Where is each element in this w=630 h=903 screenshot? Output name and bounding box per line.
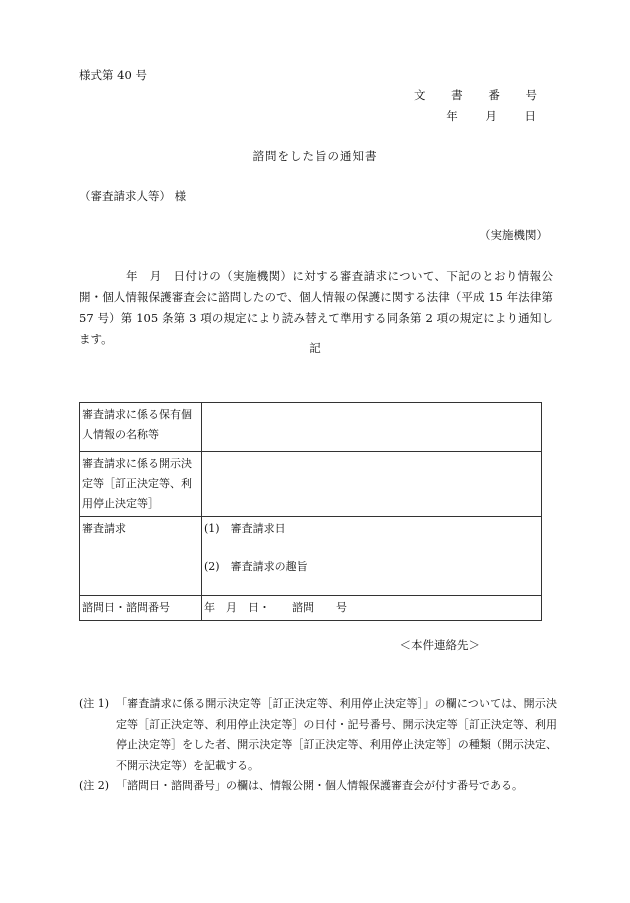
row-value-consultation: 年 月 日・ 諮問 号 <box>202 596 542 621</box>
form-number: 様式第 40 号 <box>79 68 147 82</box>
table-row <box>80 452 542 517</box>
table-row <box>80 403 542 452</box>
document-title: 諮問をした旨の通知書 <box>252 149 378 163</box>
note-item <box>79 776 557 797</box>
document-number-label: 文 書 番 号 <box>414 88 548 102</box>
addressee: （審査請求人等） 様 <box>79 189 187 203</box>
row-value-disclosure-decision <box>202 452 542 517</box>
ki-heading: 記 <box>309 341 321 355</box>
note-text: 「諮問日・諮問番号」の欄は、情報公開・個人情報保護審査会が付す番号である。 <box>116 779 523 792</box>
notes-section <box>79 694 557 797</box>
body-paragraph: 年 月 日付けの（実施機関）に対する審査請求について、下記のとおり情報公開・個人情報保護審査会に諮問したので、個人情報の保護に関する法律（平成 15 年法律第 57 号）第 105 条第 3 項の規定により読み替えて準用する同条第 2 項の規定により通知します。 <box>79 269 553 346</box>
note-text: 「審査請求に係る開示決定等［訂正決定等、利用停止決定等］」の欄については、開示決定等［訂正決定等、利用停止決定等］の日付・記号番号、開示決定等［訂正決定等、利用停止決定等］をした者、開示決定等［訂正決定等、利用停止決定等］の種類（開示決定、不開示決定等）を記載する。 <box>116 697 557 772</box>
note-tag: (注 1) <box>79 697 110 710</box>
row-label-personal-info-name: 審査請求に係る保有個人情報の名称等 <box>80 403 202 452</box>
review-request-purpose-item: (2) 審査請求の趣旨 <box>204 560 308 573</box>
table-row <box>80 517 542 596</box>
sender-agency: （実施機関） <box>479 228 548 242</box>
row-label-disclosure-decision: 審査請求に係る開示決定等［訂正決定等、利用停止決定等］ <box>80 452 202 517</box>
row-value-review-request <box>202 517 542 596</box>
row-label-consultation: 諮問日・諮問番号 <box>80 596 202 621</box>
document-date-label: 年 月 日 <box>446 109 548 123</box>
table-row <box>80 596 542 621</box>
row-value-personal-info-name <box>202 403 542 452</box>
review-request-date-item: (1) 審査請求日 <box>204 522 286 535</box>
note-tag: (注 2) <box>79 779 110 792</box>
contact-label: ＜本件連絡先＞ <box>399 638 480 652</box>
info-table <box>79 402 542 621</box>
row-label-review-request: 審査請求 <box>80 517 202 596</box>
note-item <box>79 694 557 776</box>
